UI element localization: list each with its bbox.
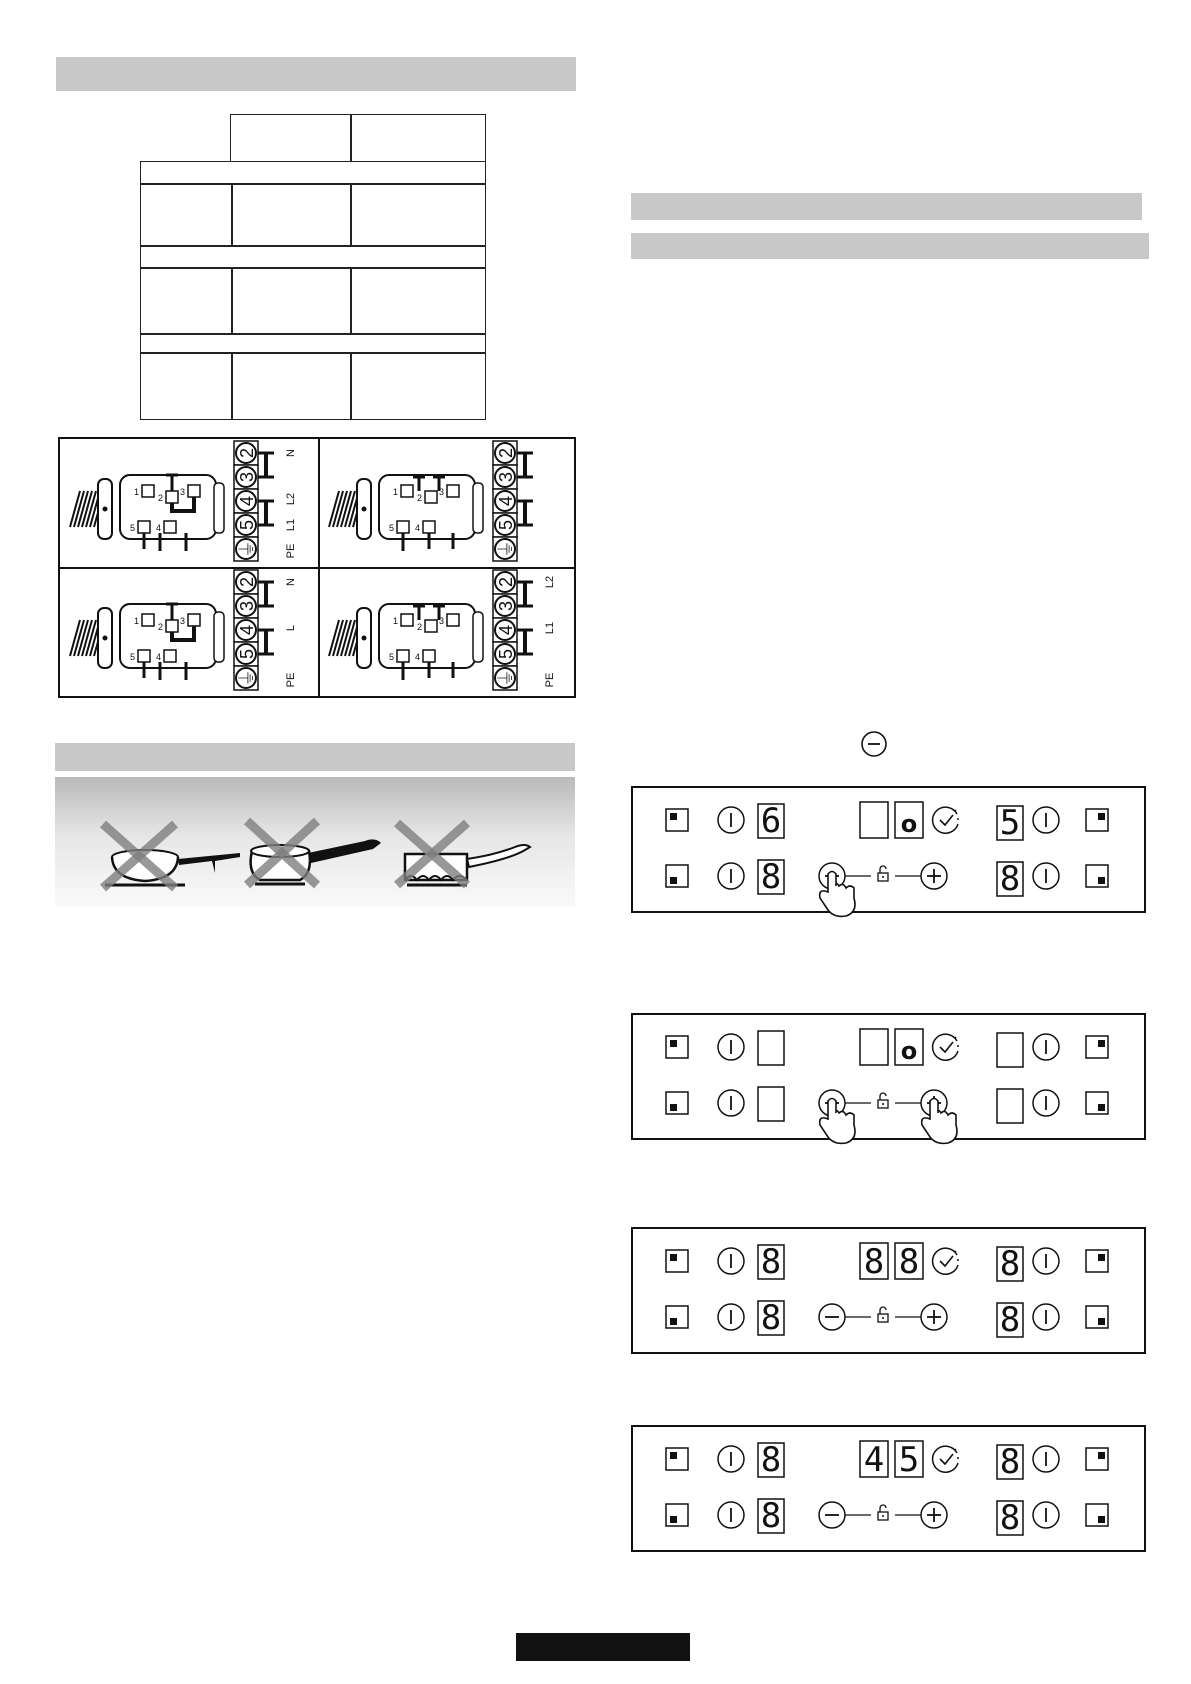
segment-digit: 8 [760,1496,782,1536]
plus-icon [921,1502,947,1528]
terminal-number: 2 [158,622,164,632]
power-icon [718,1304,744,1330]
wire-label: L2 [285,492,297,506]
timer-check-icon [933,1446,958,1472]
lock-icon [878,1307,888,1322]
svg-text:⏚: ⏚ [237,540,257,558]
zone-indicator-icon [666,1504,688,1526]
section-header-bar-cookware [55,743,575,771]
wire-label: L2 [544,575,556,589]
svg-text:3: 3 [237,471,257,483]
power-icon [1033,863,1059,889]
terminal-block-diagram [319,568,576,696]
segment-digit: 5 [999,803,1021,843]
control-panel-step-3 [631,1227,1146,1354]
lock-icon [878,1505,888,1520]
power-icon [718,807,744,833]
wire-label: L [285,624,297,632]
power-icon [718,1090,744,1116]
wire-label: L1 [544,621,556,635]
wire-label: L1 [285,518,297,532]
segment-digit: 8 [999,1300,1021,1340]
zone-indicator-icon [1086,809,1108,831]
timer-check-icon [933,1034,958,1060]
zone-indicator-icon [1086,1036,1108,1058]
zone-indicator-icon [666,865,688,887]
timer-check-icon [933,1248,958,1274]
unsuitable-cookware-illustration [55,777,575,907]
terminal-number: 1 [134,487,140,497]
zone-indicator-icon [666,1306,688,1328]
crossed-out-deformed-pan-icon [397,823,530,885]
section-header-bar-usage [631,193,1142,220]
wire-label: N [285,449,297,457]
power-icon [718,1248,744,1274]
segment-digit: 8 [760,1242,782,1282]
terminal-number: 5 [389,523,395,533]
zone-indicator-icon [1086,1448,1108,1470]
power-icon [1033,1502,1059,1528]
segment-digit: 8 [760,1440,782,1480]
terminal-number: 5 [130,652,136,662]
svg-text:4: 4 [237,624,257,636]
wiring-diagram-2 [319,439,576,567]
terminal-number: 3 [180,487,186,497]
wiring-diagrams [58,437,576,698]
power-icon [1033,1034,1059,1060]
svg-text:2: 2 [237,576,257,588]
power-icon [1033,1304,1059,1330]
terminal-number: 2 [158,493,164,503]
lock-icon [878,866,888,881]
zone-indicator-icon [666,1448,688,1470]
zone-indicator-icon [1086,1250,1108,1272]
segment-digit: 8 [863,1242,885,1282]
control-panel-step-4 [631,1425,1146,1552]
wire-label: N [285,578,297,586]
segment-digit: 8 [898,1242,920,1282]
section-subheader-bar-usage [631,233,1149,259]
segment-digit: 4 [863,1440,885,1480]
power-icon [1033,807,1059,833]
svg-text:3: 3 [496,471,516,483]
terminal-number: 1 [134,616,140,626]
minus-icon [819,1304,845,1330]
svg-text:5: 5 [496,519,516,531]
svg-text:⏚: ⏚ [496,669,516,687]
lock-icon [878,1093,888,1108]
wire-label: PE [285,543,297,559]
wire-label: PE [285,672,297,688]
power-icon [1033,1090,1059,1116]
control-panel-step-2 [631,1013,1146,1140]
power-icon [1033,1446,1059,1472]
terminal-number: 2 [417,622,423,632]
terminal-number: 4 [415,652,421,662]
segment-digit: 8 [999,1498,1021,1538]
segment-digit: 8 [760,1298,782,1338]
svg-text:5: 5 [496,648,516,660]
zone-indicator-icon [1086,1504,1108,1526]
plus-icon [921,1304,947,1330]
zone-indicator-icon [666,809,688,831]
zone-indicator-icon [1086,1306,1108,1328]
power-icon [718,1034,744,1060]
segment-digit: 8 [999,1244,1021,1284]
segment-digit: o [900,810,918,838]
power-icon [718,1502,744,1528]
svg-text:⏚: ⏚ [496,540,516,558]
terminal-number: 1 [393,487,399,497]
segment-digit: 8 [999,859,1021,899]
terminal-number: 4 [415,523,421,533]
svg-text:3: 3 [496,600,516,612]
power-icon [718,863,744,889]
wiring-diagram-1 [60,439,317,567]
svg-text:⏚: ⏚ [237,669,257,687]
svg-text:5: 5 [237,519,257,531]
power-icon [718,1446,744,1472]
segment-digit: 8 [760,857,782,897]
terminal-number: 5 [130,523,136,533]
segment-digit: 5 [898,1440,920,1480]
svg-text:2: 2 [496,576,516,588]
wiring-diagram-4 [319,568,576,696]
zone-indicator-icon [666,1092,688,1114]
terminal-number: 3 [439,487,445,497]
terminal-number: 4 [156,652,162,662]
svg-text:4: 4 [496,495,516,507]
terminal-block-diagram [319,439,576,567]
svg-text:4: 4 [237,495,257,507]
footer-page-tab [516,1633,690,1661]
svg-text:5: 5 [237,648,257,660]
zone-indicator-icon [666,1036,688,1058]
crossed-out-small-pan-icon [103,824,240,888]
svg-text:3: 3 [237,600,257,612]
crossed-out-rounded-pot-icon [247,821,381,885]
terminal-number: 5 [389,652,395,662]
power-icon [1033,1248,1059,1274]
svg-text:4: 4 [496,624,516,636]
terminal-block-diagram [60,568,317,696]
segment-digit: 8 [999,1442,1021,1482]
terminal-number: 4 [156,523,162,533]
plus-icon [921,863,947,889]
minus-icon [819,1502,845,1528]
timer-check-icon [933,807,958,833]
terminal-number: 2 [417,493,423,503]
wire-label: PE [544,672,556,688]
terminal-number: 1 [393,616,399,626]
terminal-number: 3 [180,616,186,626]
segment-digit: o [900,1037,918,1065]
wiring-diagram-3 [60,568,317,696]
zone-indicator-icon [666,1250,688,1272]
minus-circle-icon [860,730,888,758]
section-header-bar-installation [56,57,576,91]
zone-indicator-icon [1086,865,1108,887]
segment-digit: 6 [760,801,782,841]
zone-indicator-icon [1086,1092,1108,1114]
control-panel-step-1 [631,786,1146,913]
terminal-number: 3 [439,616,445,626]
svg-text:2: 2 [496,447,516,459]
terminal-block-diagram [60,439,317,567]
svg-text:2: 2 [237,447,257,459]
